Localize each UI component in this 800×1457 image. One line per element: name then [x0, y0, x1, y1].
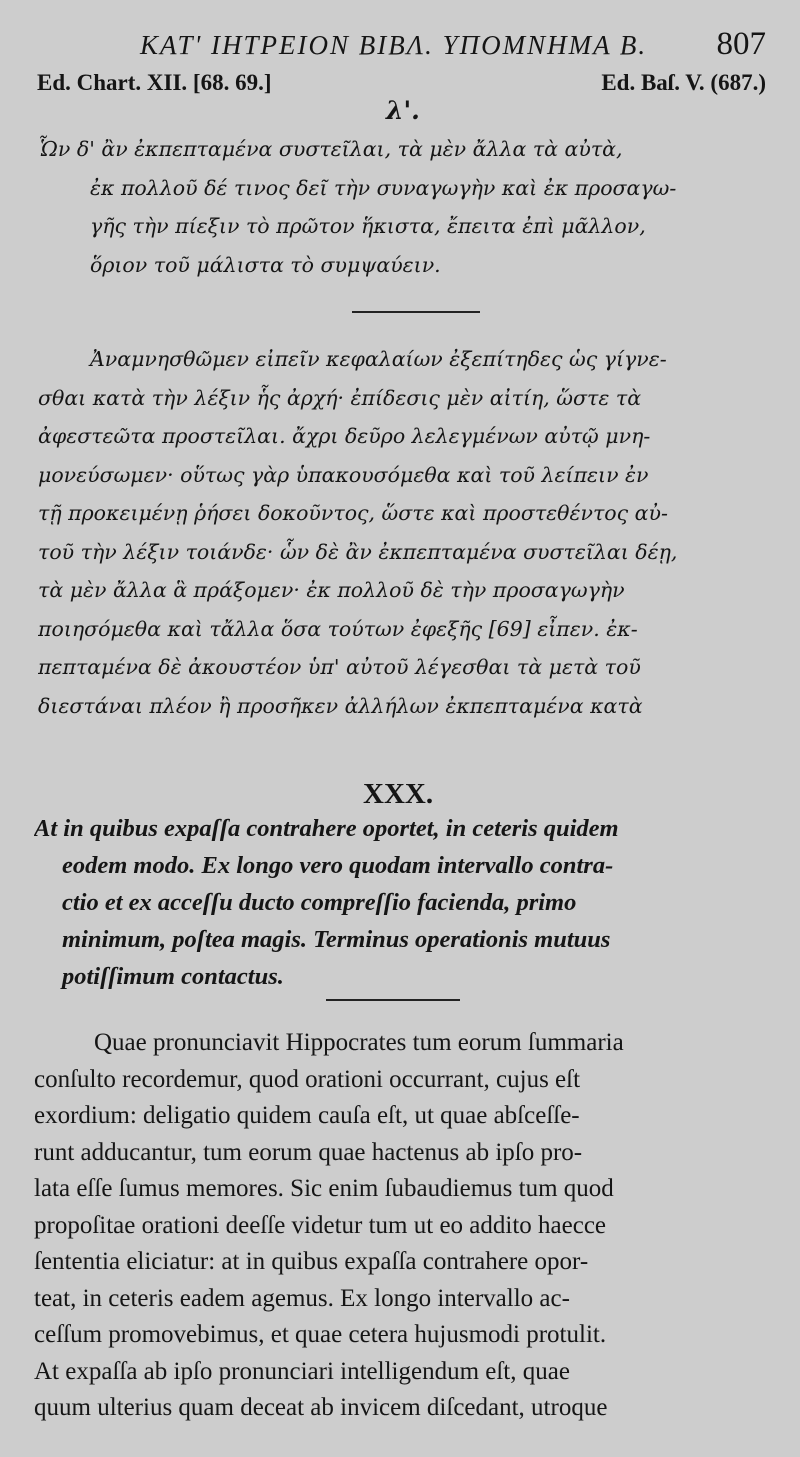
- greek-lemma: [38, 130, 766, 284]
- latin-commentary-line: propoſitae orationi deeſſe videtur tum ut eo addito haecce: [34, 1211, 607, 1239]
- latin-commentary-line: ceſſum promovebimus, et quae cetera hujusmodi protulit.: [34, 1321, 607, 1348]
- greek-commentary: [38, 340, 766, 725]
- greek-commentary-line: Ἀναμνησθῶμεν εἰπεῖν κεφαλαίων ἐξεπίτηδες ὡς γίγνε-: [90, 347, 667, 371]
- latin-commentary-line: Quae pronunciavit Hippocrates tum eorum ſummaria: [94, 1029, 624, 1056]
- section-divider: [352, 311, 480, 313]
- page-number: 807: [716, 26, 766, 62]
- latin-commentary-line: quum ulterius quam deceat ab invicem diſcedant, utroque: [34, 1394, 608, 1421]
- greek-lemma-line: γῆς τὴν πίεξιν τὸ πρῶτον ἥκιστα, ἔπειτα ἐπὶ μᾶλλον,: [90, 214, 646, 238]
- latin-section-number: XXX.: [363, 778, 434, 810]
- greek-commentary-line: πεπταμένα δὲ ἀκουστέον ὑπ' αὐτοῦ λέγεσθαι τὰ μετὰ τοῦ: [38, 655, 641, 679]
- latin-commentary-line: exordium: deligatio quidem cauſa eſt, ut quae abſceſſe-: [34, 1102, 580, 1129]
- latin-lemma-line: At in quibus expaſſa contrahere oportet, in ceteris quidem: [34, 815, 619, 842]
- greek-commentary-line: τοῦ τὴν λέξιν τοιάνδε· ὧν δὲ ἂν ἐκπεπταμένα συστεῖλαι δέῃ,: [38, 539, 678, 564]
- greek-commentary-line: τῇ προκειμένῃ ῥήσει δοκοῦντος, ὥστε καὶ προστεθέντος αὐ-: [38, 501, 668, 525]
- latin-lemma-line: potiſſimum contactus.: [62, 963, 284, 990]
- latin-commentary-line: runt adducantur, tum eorum quae hactenus ab ipſo pro-: [34, 1138, 583, 1166]
- running-head: ΚΑΤ' ΙΗΤΡΕΙΟΝ ΒΙΒΛ. ΥΠΟΜΝΗΜΑ Β.: [140, 30, 648, 60]
- latin-lemma-line: ctio et ex acceſſu ducto compreſſio facienda, primo: [62, 889, 577, 916]
- greek-commentary-line: τὰ μὲν ἄλλα ἃ πράξομεν· ἐκ πολλοῦ δὲ τὴν προσαγωγὴν: [38, 578, 625, 602]
- greek-commentary-line: μονεύσωμεν· οὕτως γὰρ ὑπακουσόμεθα καὶ τοῦ λείπειν ἐν: [38, 462, 649, 487]
- edition-reference-chartier: Ed. Chart. XII. [68. 69.]: [37, 70, 272, 95]
- edition-reference-basel: Ed. Baſ. V. (687.): [601, 70, 766, 95]
- latin-lemma: [34, 810, 766, 995]
- latin-lemma-line: eodem modo. Ex longo vero quodam intervallo contra-: [62, 852, 614, 879]
- greek-commentary-line: ποιησόμεθα καὶ τἄλλα ὅσα τούτων ἐφεξῆς [69] εἶπεν. ἐκ-: [38, 616, 638, 641]
- latin-commentary-line: At expaſſa ab ipſo pronunciari intelligendum eſt, quae: [34, 1357, 570, 1385]
- greek-lemma-line: ἐκ πολλοῦ δέ τινος δεῖ τὴν συναγωγὴν καὶ ἐκ προσαγω-: [90, 175, 677, 200]
- greek-commentary-line: διεστάναι πλέον ἢ προσῆκεν ἀλλήλων ἐκπεπταμένα κατὰ: [38, 693, 643, 718]
- greek-commentary-line: ἀφεστεῶτα προστεῖλαι. ἄχρι δεῦρο λελεγμένων αὐτῷ μνη-: [38, 424, 651, 448]
- greek-lemma-line: Ὧν δ' ἂν ἐκπεπταμένα συστεῖλαι, τὰ μὲν ἄλλα τὰ αὐτὰ,: [38, 137, 623, 161]
- section-divider: [326, 999, 460, 1001]
- greek-lemma-line: ὅριον τοῦ μάλιστα τὸ συμψαύειν.: [90, 252, 441, 277]
- latin-commentary-line: lata eſſe ſumus memores. Sic enim ſubaudiemus tum quod: [34, 1175, 614, 1202]
- latin-commentary-line: conſulto recordemur, quod orationi occurrant, cujus eſt: [34, 1065, 581, 1093]
- latin-commentary: [34, 1025, 766, 1427]
- latin-commentary-line: ſententia eliciatur: at in quibus expaſſa contrahere opor-: [34, 1248, 589, 1275]
- greek-commentary-line: σθαι κατὰ τὴν λέξιν ἧς ἀρχή· ἐπίδεσις μὲν αἰτίη, ὥστε τὰ: [38, 385, 642, 410]
- greek-section-number: λ'.: [386, 96, 420, 125]
- latin-lemma-line: minimum, poſtea magis. Terminus operationis mutuus: [62, 926, 611, 953]
- latin-commentary-line: teat, in ceteris eadem agemus. Ex longo intervallo ac-: [34, 1284, 570, 1312]
